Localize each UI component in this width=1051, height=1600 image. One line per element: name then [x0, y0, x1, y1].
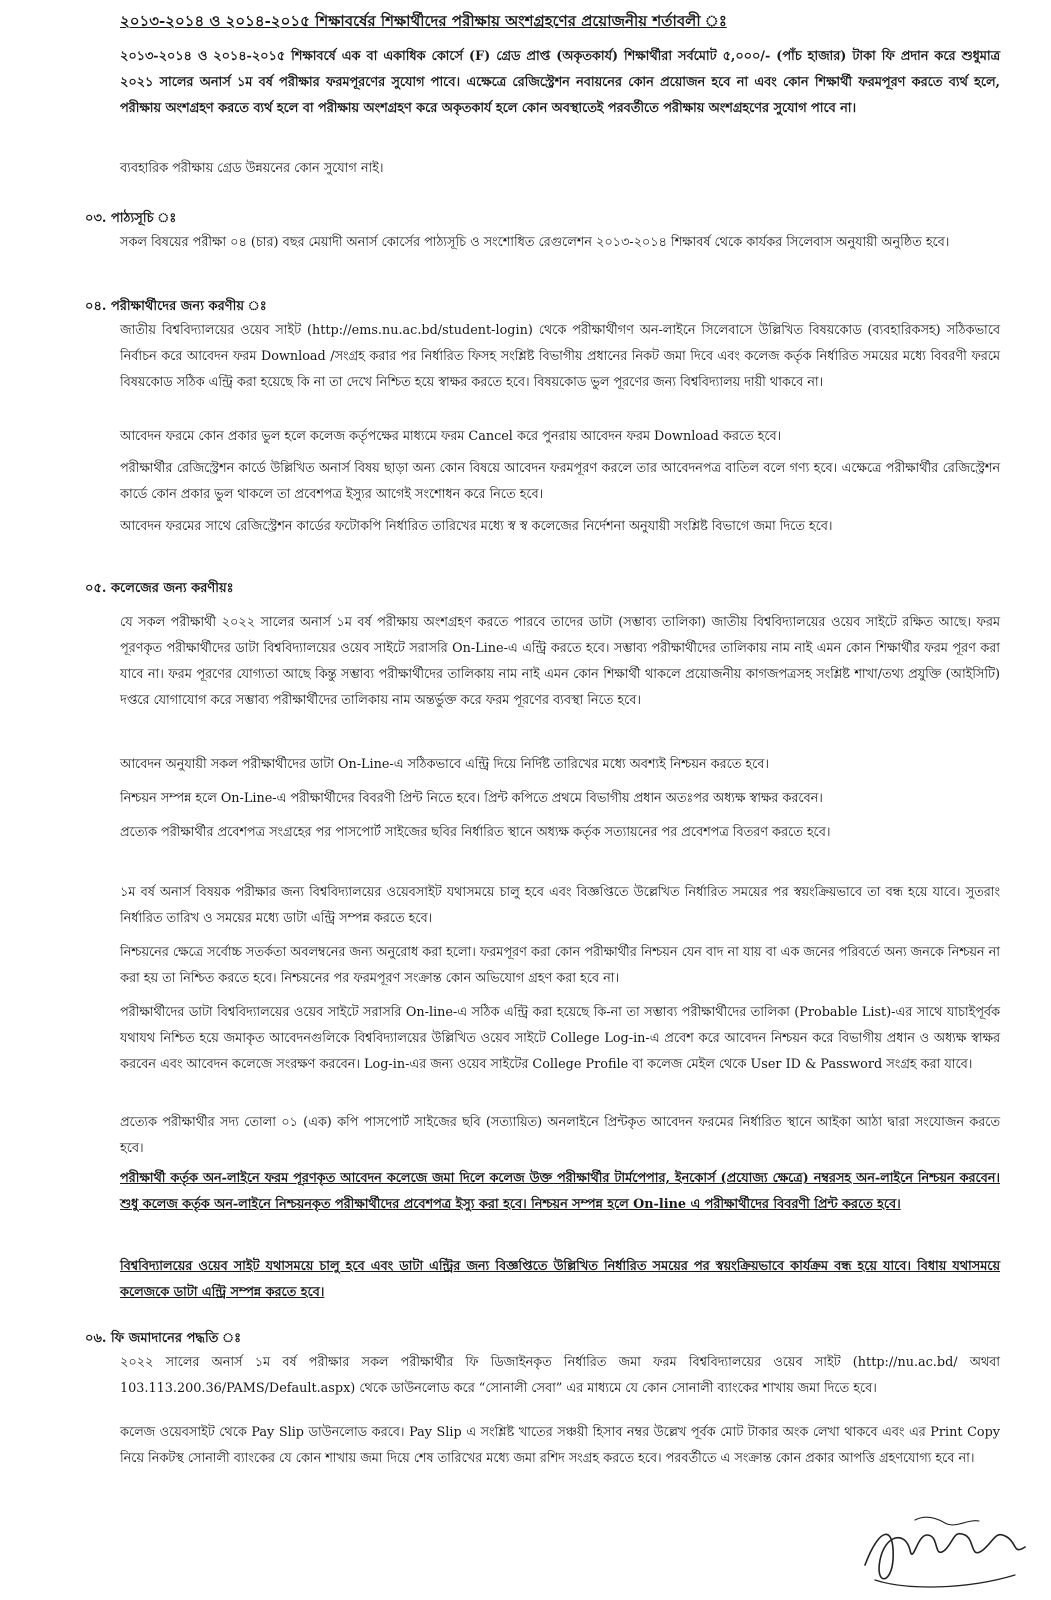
section-06-heading: ০৬. ফি জমাদানের পদ্ধতি ঃ	[85, 1331, 242, 1346]
section-03-heading: ০৩. পাঠ্যসূচি ঃ	[85, 211, 177, 226]
section-05-paragraph-10: বিশ্ববিদ্যালয়ের ওয়েব সাইট যথাসময়ে চালু হবে এবং ডাটা এন্ট্রির জন্য বিজ্ঞপ্তিতে উল্লিখিত নির্ধারিত সময়ের পর স্বয়ংক্রিয়ভাবে কার্যক্রম বন্ধ হয়ে যাবে। বিধায় যথাসময়ে কলেজকে ডাটা এন্ট্রি সম্পন্ন করতে হবে।	[120, 1259, 1000, 1300]
section-05-paragraph-9: পরীক্ষার্থী কর্তৃক অন-লাইনে ফরম পূরণকৃত আবেদন কলেজে জমা দিলে কলেজ উক্ত পরীক্ষার্থীর টার্মপেপার, ইনকোর্স (প্রযোজ্য ক্ষেত্রে) নম্বরসহ অন-লাইনে নিশ্চয়ন করবেন। শুধু কলেজ কর্তৃক অন-লাইনে নিশ্চয়নকৃত পরীক্ষার্থীদের প্রবেশপত্র ইস্যু করা হবে। নিশ্চয়ন সম্পন্ন হলে On-line এ পরীক্ষার্থীদের বিবরণী প্রিন্ট করতে হবে।	[120, 1171, 1000, 1212]
section-05-paragraph-2: আবেদন অনুযায়ী সকল পরীক্ষার্থীদের ডাটা On-Line-এ সঠিকভাবে এন্ট্রি দিয়ে নির্দিষ্ট তারিখের মধ্যে অবশ্যই নিশ্চয়ন করতে হবে।	[120, 757, 769, 772]
section-05-paragraph-3: নিশ্চয়ন সম্পন্ন হলে On-Line-এ পরীক্ষার্থীদের বিবরণী প্রিন্ট নিতে হবে। প্রিন্ট কপিতে প্রথমে বিভাগীয় প্রধান অতঃপর অধ্যক্ষ স্বাক্ষর করবেন।	[120, 791, 823, 806]
section-05-paragraph-8: প্রত্যেক পরীক্ষার্থীর সদ্য তোলা ০১ (এক) কপি পাসপোর্ট সাইজের ছবি (সত্যায়িত) অনলাইনে প্রিন্টকৃত আবেদন ফরমের নির্ধারিত স্থানে আইকা আঠা দ্বারা সংযোজন করতে হবে।	[120, 1115, 1000, 1156]
section-03-paragraph-1: সকল বিষয়ের পরীক্ষা ০৪ (চার) বছর মেয়াদী অনার্স কোর্সের পাঠ্যসূচি ও সংশোধিত রেগুলেশন ২০১৩-২০১৪ শিক্ষাবর্ষ থেকে কার্যকর সিলেবাস অনুযায়ী অনুষ্ঠিত হবে।	[120, 235, 950, 250]
section-06-paragraph-2: কলেজ ওয়েবসাইট থেকে Pay Slip ডাউনলোড করবে। Pay Slip এ সংশ্লিষ্ট খাতের সঞ্চয়ী হিসাব নম্বর উল্লেখ পূর্বক মোট টাকার অংক লেখা থাকবে এবং এর Print Copy নিয়ে নিকটস্থ সোনালী ব্যাংকের যে কোন শাখায় জমা দিয়ে শেষ তারিখের মধ্যে জমা রশিদ সংগ্রহ করতে হবে। পরবর্তীতে এ সংক্রান্ত কোন প্রকার আপত্তি গ্রহণযোগ্য হবে না।	[120, 1425, 1000, 1466]
section-04-paragraph-3: পরীক্ষার্থীর রেজিস্ট্রেশন কার্ডে উল্লিখিত অনার্স বিষয় ছাড়া অন্য কোন বিষয়ে আবেদন ফরমপূরণ করলে তার আবেদনপত্র বাতিল বলে গণ্য হবে। এক্ষেত্রে পরীক্ষার্থীর রেজিস্ট্রেশন কার্ডে কোন প্রকার ভুল থাকলে তা প্রবেশপত্র ইস্যুর আগেই সংশোধন করে নিতে হবে।	[120, 461, 1000, 502]
section-04-paragraph-1: জাতীয় বিশ্ববিদ্যালয়ের ওয়েব সাইট (http://ems.nu.ac.bd/student-login) থেকে পরীক্ষার্থীগণ অন-লাইনে সিলেবাসে উল্লিখিত বিষয়কোড (ব্যবহারিকসহ) সঠিকভাবে নির্বাচন করে আবেদন ফরম Download /সংগ্রহ করার পর নির্ধারিত ফিসহ সংশ্লিষ্ট বিভাগীয় প্রধানের নিকট জমা দিবে এবং কলেজ কর্তৃক নির্ধারিত সময়ের মধ্যে বিবরণী ফরমে বিষয়কোড সঠিক এন্ট্রি করা হয়েছে কি না তা দেখে নিশ্চিত হয়ে স্বাক্ষর করতে হবে। বিষয়কোড ভুল পূরণের জন্য বিশ্ববিদ্যালয় দায়ী থাকবে না।	[120, 323, 1000, 390]
intro-paragraph-1: ২০১৩-২০১৪ ও ২০১৪-২০১৫ শিক্ষাবর্ষে এক বা একাধিক কোর্সে (F) গ্রেড প্রাপ্ত (অকৃতকার্য) শিক্ষার্থীরা সর্বমোট ৫,০০০/- (পাঁচ হাজার) টাকা ফি প্রদান করে শুধুমাত্র ২০২১ সালের অনার্স ১ম বর্ষ পরীক্ষার ফরমপূরণের সুযোগ পাবে। এক্ষেত্রে রেজিস্ট্রেশন নবায়নের কোন প্রয়োজন হবে না এবং কোন শিক্ষার্থী ফরমপূরণ করতে ব্যর্থ হলে, পরীক্ষায় অংশগ্রহণ করতে ব্যর্থ হলে বা পরীক্ষায় অংশগ্রহণ করে অকৃতকার্য হলে কোন অবস্থাতেই পরবর্তীতে পরীক্ষায় অংশগ্রহণের সুযোগ পাবে না।	[120, 49, 1000, 116]
signature-icon	[855, 1505, 1035, 1595]
section-06-paragraph-1: ২০২২ সালের অনার্স ১ম বর্ষ পরীক্ষার সকল পরীক্ষার্থীর ফি ডিজাইনকৃত নির্ধারিত জমা ফরম বিশ্ববিদ্যালয়ের ওয়েব সাইট (http://nu.ac.bd/ অথবা 103.113.200.36/PAMS/Default.aspx) থেকে ডাউনলোড করে “সোনালী সেবা” এর মাধ্যমে যে কোন সোনালী ব্যাংকের শাখায় জমা দিতে হবে।	[120, 1355, 1000, 1396]
section-05-paragraph-1: যে সকল পরীক্ষার্থী ২০২২ সালের অনার্স ১ম বর্ষ পরীক্ষায় অংশগ্রহণ করতে পারবে তাদের ডাটা (সম্ভাব্য তালিকা) জাতীয় বিশ্ববিদ্যালয়ের ওয়েব সাইটে রক্ষিত আছে। ফরম পূরণকৃত পরীক্ষার্থীদের ডাটা বিশ্ববিদ্যালয়ের ওয়েব সাইটে সরাসরি On-Line-এ এন্ট্রি করতে হবে। সম্ভাব্য পরীক্ষার্থীদের তালিকায় নাম নাই এমন কোন শিক্ষার্থীর ফরম পূরণ করা যাবে না। ফরম পূরণের যোগ্যতা আছে কিন্তু সম্ভাব্য পরীক্ষার্থীদের তালিকায় নাম নাই এমন কোন শিক্ষার্থী থাকলে প্রয়োজনীয় কাগজপত্রসহ সংশ্লিষ্ট শাখা/তথ্য প্রযুক্তি (আইসিটি) দপ্তরে যোগাযোগ করে সম্ভাব্য পরীক্ষার্থীদের তালিকায় নাম অন্তর্ভুক্ত করে ফরম পূরণের ব্যবস্থা নিতে হবে।	[120, 615, 1000, 708]
section-04-heading: ০৪. পরীক্ষার্থীদের জন্য করণীয় ঃ	[85, 299, 267, 314]
intro-paragraph-2: ব্যবহারিক পরীক্ষায় গ্রেড উন্নয়নের কোন সুযোগ নাই।	[120, 161, 384, 176]
section-05-paragraph-6: নিশ্চয়নের ক্ষেত্রে সর্বোচ্চ সতর্কতা অবলম্বনের জন্য অনুরোধ করা হলো। ফরমপূরণ করা কোন পরীক্ষার্থীর নিশ্চয়ন যেন বাদ না যায় বা এক জনের পরিবর্তে অন্য জনকে নিশ্চয়ন না করা হয় তা নিশ্চিত করতে হবে। নিশ্চয়নের পর ফরমপূরণ সংক্রান্ত কোন অভিযোগ গ্রহণ করা হবে না।	[120, 945, 1000, 986]
section-05-paragraph-5: ১ম বর্ষ অনার্স বিষয়ক পরীক্ষার জন্য বিশ্ববিদ্যালয়ের ওয়েবসাইট যথাসময়ে চালু হবে এবং বিজ্ঞপ্তিতে উল্লেখিত নির্ধারিত সময়ের পর স্বয়ংক্রিয়ভাবে তা বন্ধ হয়ে যাবে। সুতরাং নির্ধারিত তারিখ ও সময়ের মধ্যে ডাটা এন্ট্রি সম্পন্ন করতে হবে।	[120, 885, 1000, 926]
section-04-paragraph-2: আবেদন ফরমে কোন প্রকার ভুল হলে কলেজ কর্তৃপক্ষের মাধ্যমে ফরম Cancel করে পুনরায় আবেদন ফরম Download করতে হবে।	[120, 429, 782, 444]
section-05-paragraph-4: প্রত্যেক পরীক্ষার্থীর প্রবেশপত্র সংগ্রহের পর পাসপোর্ট সাইজের ছবির নির্ধারিত স্থানে অধ্যক্ষ কর্তৃক সত্যায়নের পর প্রবেশপত্র বিতরণ করতে হবে।	[120, 825, 831, 840]
document-title: ২০১৩-২০১৪ ও ২০১৪-২০১৫ শিক্ষাবর্ষের শিক্ষার্থীদের পরীক্ষায় অংশগ্রহণের প্রয়োজনীয় শর্তাবলী ঃ	[120, 12, 727, 30]
section-05-heading: ০৫. কলেজের জন্য করণীয়ঃ	[85, 581, 234, 596]
section-04-paragraph-4: আবেদন ফরমের সাথে রেজিস্ট্রেশন কার্ডের ফটোকপি নির্ধারিত তারিখের মধ্যে স্ব স্ব কলেজের নির্দেশনা অনুযায়ী সংশ্লিষ্ট বিভাগে জমা দিতে হবে।	[120, 519, 833, 534]
section-05-paragraph-7: পরীক্ষার্থীদের ডাটা বিশ্ববিদ্যালয়ের ওয়েব সাইটে সরাসরি On-line-এ সঠিক এন্ট্রি করা হয়েছে কি-না তা সম্ভাব্য পরীক্ষার্থীদের তালিকা (Probable List)-এর সাথে যাচাইপূর্বক যথাযথ নিশ্চিত হয়ে জমাকৃত আবেদনগুলিকে বিশ্ববিদ্যালয়ের উল্লিখিত ওয়েব সাইটে College Log-in-এ প্রবেশ করে আবেদন নিশ্চয়ন করে বিভাগীয় প্রধান ও অধ্যক্ষ স্বাক্ষর করবেন এবং আবেদন কলেজে সংরক্ষণ করবেন। Log-in-এর জন্য ওয়েব সাইটের College Profile বা কলেজ মেইল থেকে User ID & Password সংগ্রহ করা যাবে।	[120, 1005, 1000, 1072]
